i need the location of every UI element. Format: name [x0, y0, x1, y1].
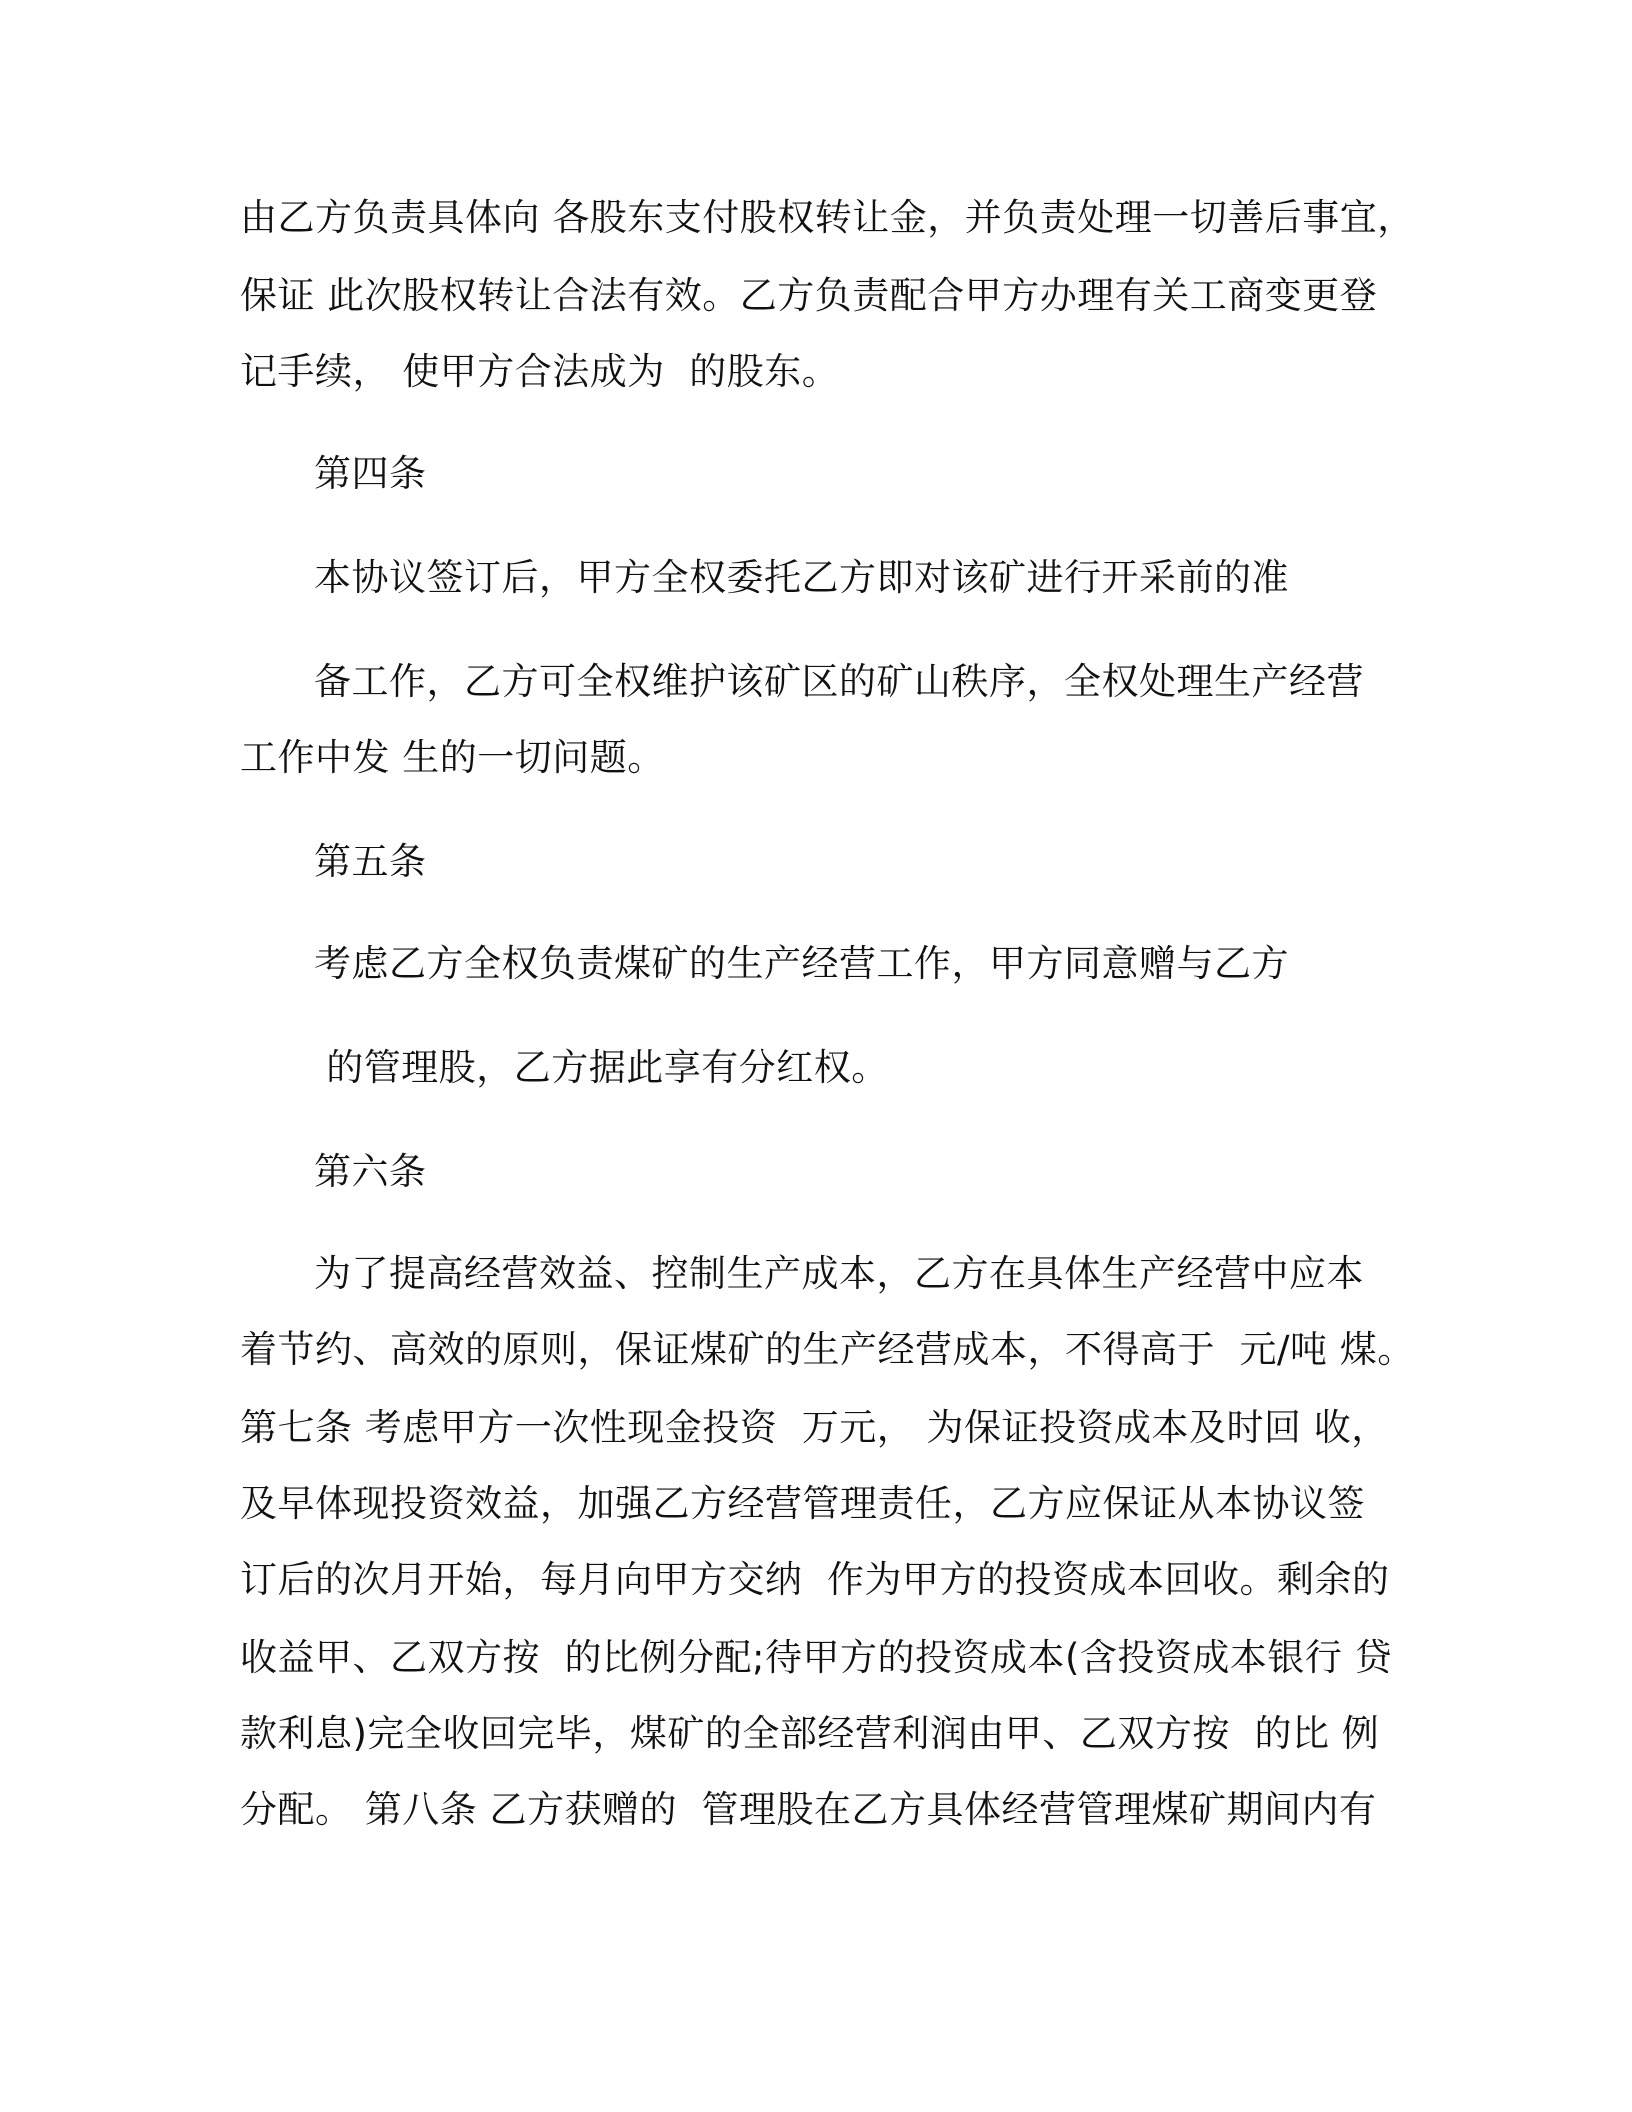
text-line: 及早体现投资效益，加强乙方经营管理责任，乙方应保证从本协议签	[240, 1482, 1365, 1525]
text-line: 的管理股，乙方据此享有分红权。	[314, 1046, 889, 1089]
text-line: 工作中发 生的一切问题。	[240, 736, 665, 779]
text-line: 保证 此次股权转让合法有效。乙方负责配合甲方办理有关工商变更登	[240, 274, 1378, 317]
article-heading: 第六条	[314, 1150, 427, 1193]
article-heading: 第四条	[314, 452, 427, 495]
text-line: 由乙方负责具体向 各股东支付股权转让金，并负责处理一切善后事宜，	[240, 196, 1415, 239]
text-line: 考虑乙方全权负责煤矿的生产经营工作，甲方同意赠与乙方	[314, 942, 1289, 985]
text-line: 款利息)完全收回完毕，煤矿的全部经营利润由甲、乙双方按 的比 例	[240, 1712, 1380, 1755]
text-line: 本协议签订后，甲方全权委托乙方即对该矿进行开采前的准	[314, 556, 1289, 599]
text-line: 记手续， 使甲方合法成为 的股东。	[240, 350, 840, 393]
text-line: 订后的次月开始，每月向甲方交纳 作为甲方的投资成本回收。剩余的	[240, 1558, 1390, 1601]
text-line: 第七条 考虑甲方一次性现金投资 万元， 为保证投资成本及时回 收，	[240, 1406, 1389, 1449]
text-line: 着节约、高效的原则，保证煤矿的生产经营成本，不得高于 元/吨 煤。	[240, 1328, 1415, 1371]
text-line: 分配。 第八条 乙方获赠的 管理股在乙方具体经营管理煤矿期间内有	[240, 1788, 1377, 1831]
text-line: 收益甲、乙双方按 的比例分配;待甲方的投资成本(含投资成本银行 贷	[240, 1636, 1393, 1679]
text-line: 备工作，乙方可全权维护该矿区的矿山秩序，全权处理生产经营	[314, 660, 1364, 703]
article-heading: 第五条	[314, 840, 427, 883]
text-line: 为了提高经营效益、控制生产成本，乙方在具体生产经营中应本	[314, 1252, 1364, 1295]
